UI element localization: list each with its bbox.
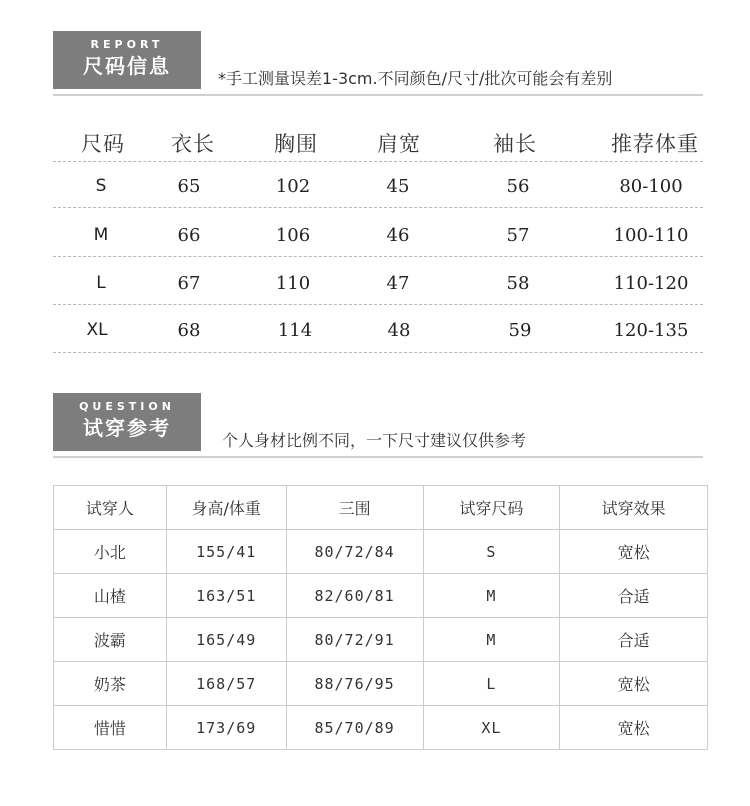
table-row: [54, 618, 708, 662]
question-tag-en: QUESTION: [79, 400, 175, 413]
size-cell: 102: [275, 176, 311, 197]
try-cell: 小北: [54, 530, 167, 574]
try-cell: 88/76/95: [286, 662, 423, 706]
try-on-table: [53, 485, 708, 750]
try-cell: 165/49: [166, 618, 286, 662]
size-cell: 56: [506, 176, 530, 197]
size-divider: [53, 304, 703, 305]
size-cell: 106: [275, 225, 311, 246]
table-row: [54, 706, 708, 750]
size-divider: [53, 207, 703, 208]
table-row: [54, 662, 708, 706]
table-row: [54, 530, 708, 574]
try-cell: 合适: [560, 618, 708, 662]
size-cell: 58: [506, 273, 530, 294]
size-header-size: 尺码: [81, 132, 125, 156]
question-divider: [53, 456, 703, 458]
size-cell: 110: [275, 273, 311, 294]
question-note: 个人身材比例不同，一下尺寸建议仅供参考: [222, 431, 527, 450]
try-cell: 波霸: [54, 618, 167, 662]
size-header-sleeve: 袖长: [493, 132, 537, 156]
try-cell: 宽松: [560, 530, 708, 574]
try-cell: 80/72/84: [286, 530, 423, 574]
size-cell: 67: [177, 273, 201, 294]
try-cell: 奶茶: [54, 662, 167, 706]
question-tag-cn: 试穿参考: [83, 416, 171, 440]
try-cell: XL: [423, 706, 560, 750]
size-header-shoulder: 肩宽: [377, 132, 421, 156]
try-header-height-weight: 身高/体重: [166, 486, 286, 530]
try-cell: 82/60/81: [286, 574, 423, 618]
try-header-size: 试穿尺码: [423, 486, 560, 530]
try-cell: 宽松: [560, 706, 708, 750]
size-cell: 114: [277, 320, 313, 341]
try-cell: 168/57: [166, 662, 286, 706]
report-note: *手工测量误差1-3cm.不同颜色/尺寸/批次可能会有差别: [218, 69, 613, 88]
try-cell: 163/51: [166, 574, 286, 618]
size-cell: S: [95, 176, 107, 196]
size-divider: [53, 256, 703, 257]
size-cell: XL: [86, 320, 108, 340]
size-cell: 46: [386, 225, 410, 246]
size-divider: [53, 352, 703, 353]
size-cell: M: [93, 225, 109, 245]
try-header-measurements: 三围: [286, 486, 423, 530]
size-cell: 66: [177, 225, 201, 246]
try-cell: S: [423, 530, 560, 574]
try-cell: 惜惜: [54, 706, 167, 750]
size-divider: [53, 161, 703, 162]
size-cell: 110-120: [613, 273, 689, 294]
try-header-row: [54, 486, 708, 530]
try-cell: M: [423, 574, 560, 618]
size-cell: 59: [508, 320, 532, 341]
try-header-fit: 试穿效果: [560, 486, 708, 530]
try-cell: 80/72/91: [286, 618, 423, 662]
try-cell: 山楂: [54, 574, 167, 618]
size-cell: 57: [506, 225, 530, 246]
try-cell: 85/70/89: [286, 706, 423, 750]
table-row: [54, 574, 708, 618]
try-cell: 173/69: [166, 706, 286, 750]
question-tag: [53, 393, 201, 451]
size-cell: 80-100: [619, 176, 683, 197]
size-cell: 100-110: [613, 225, 689, 246]
size-cell: 48: [387, 320, 411, 341]
size-cell: 47: [386, 273, 410, 294]
try-cell: 155/41: [166, 530, 286, 574]
try-cell: 合适: [560, 574, 708, 618]
report-tag-cn: 尺码信息: [83, 54, 171, 78]
report-divider: [53, 94, 703, 96]
size-cell: 65: [177, 176, 201, 197]
try-cell: 宽松: [560, 662, 708, 706]
size-cell: 120-135: [613, 320, 689, 341]
size-header-chest: 胸围: [274, 132, 318, 156]
size-cell: 68: [177, 320, 201, 341]
size-header-weight: 推荐体重: [611, 132, 699, 156]
size-header-length: 衣长: [171, 132, 215, 156]
try-cell: L: [423, 662, 560, 706]
try-header-person: 试穿人: [54, 486, 167, 530]
size-cell: 45: [386, 176, 410, 197]
report-tag-en: REPORT: [90, 38, 164, 51]
try-cell: M: [423, 618, 560, 662]
size-cell: L: [96, 273, 106, 293]
report-tag: [53, 31, 201, 89]
